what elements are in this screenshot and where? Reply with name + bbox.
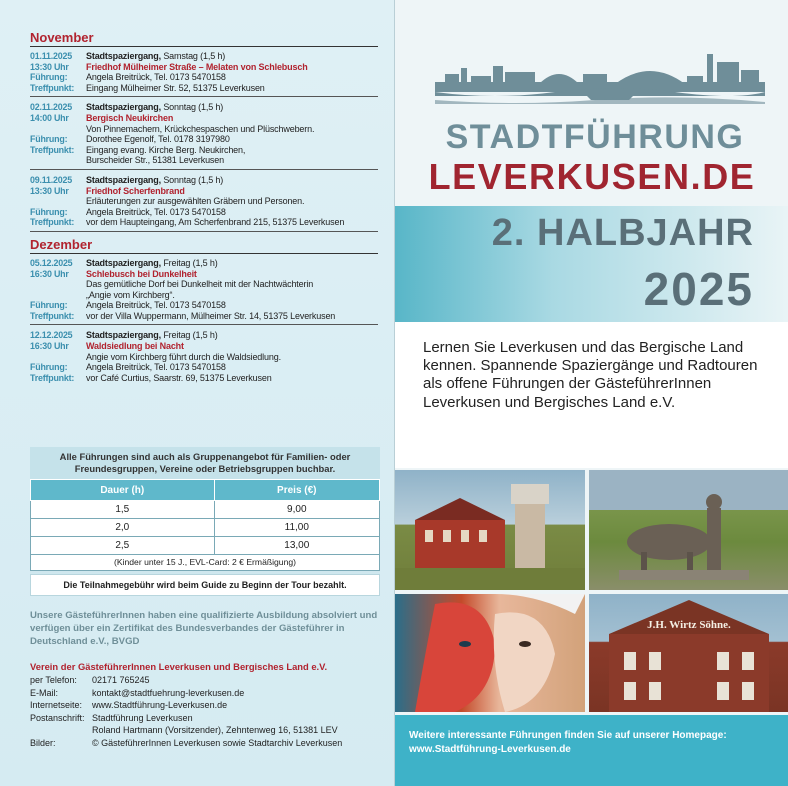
event-type-bold: Stadtspaziergang,: [86, 330, 161, 341]
event-description-row: [30, 352, 378, 363]
spacer: [30, 196, 86, 207]
event-description: „Angie vom Kirchberg“.: [86, 289, 175, 300]
homepage-link[interactable]: www.Stadtführung-Leverkusen.de: [409, 744, 571, 755]
event-meeting-row: [30, 145, 378, 156]
event-type-bold: Stadtspaziergang,: [86, 257, 161, 268]
event-time: 13:30 Uhr: [30, 61, 69, 72]
event-meeting-row: [30, 155, 378, 166]
event-guide: Angela Breitrück, Tel. 0173 5470158: [86, 300, 226, 311]
event-type: [86, 175, 378, 186]
verein-label: [30, 724, 92, 737]
event-description-row: [30, 290, 378, 301]
event-meeting-point: vor dem Haupteingang, Am Scherfenbrand 215, 51375 Leverkusen: [86, 217, 345, 228]
event-description-row: [30, 124, 378, 135]
event-entry: [30, 328, 378, 386]
event-guide: Dorothee Egenolf, Tel. 0178 3197980: [86, 134, 230, 145]
meeting-label: Treffpunkt:: [30, 372, 75, 383]
photo-mural-faces: [395, 594, 585, 712]
event-entry: [30, 173, 378, 232]
event-duration: Samstag (1,5 h): [160, 51, 226, 61]
brand-line-1: STADTFÜHRUNG: [445, 118, 745, 156]
event-entry: [30, 49, 378, 97]
event-title-row: [30, 341, 378, 352]
event-description-row: [30, 279, 378, 290]
event-title: Schlebusch bei Dunkelheit: [86, 268, 197, 279]
event-meeting-point: Eingang evang. Kirche Berg. Neukirchen,: [86, 144, 246, 155]
guide-label: Führung:: [30, 206, 68, 217]
verein-label: per Telefon:: [30, 675, 77, 685]
verein-label: E-Mail:: [30, 687, 59, 698]
meeting-label: Treffpunkt:: [30, 310, 75, 321]
guide-label: Führung:: [30, 134, 68, 145]
event-time: 16:30 Uhr: [30, 341, 69, 352]
event-duration: Sonntag (1,5 h): [160, 174, 224, 185]
event-date: 02.11.2025: [30, 102, 72, 113]
guide-label: Führung:: [30, 300, 68, 311]
guide-label: Führung:: [30, 362, 68, 373]
event-title-row: [30, 186, 378, 197]
event-title-row: [30, 113, 378, 124]
price-duration: 1,5: [31, 501, 215, 519]
events-list: [30, 28, 378, 386]
event-description: Erläuterungen zur ausgewählten Gräbern und Personen.: [86, 196, 305, 207]
price-note: (Kinder unter 15 J., EVL-Card: 2 € Ermäßigung): [30, 555, 380, 571]
event-guide-row: [30, 134, 378, 145]
price-box: [30, 447, 380, 596]
halbjahr-title: 2. HALBJAHR: [491, 212, 754, 254]
event-description: Angie vom Kirchberg führt durch die Waldsiedlung.: [86, 351, 281, 362]
verein-label: Internetseite:: [30, 700, 83, 711]
meeting-label: Treffpunkt:: [30, 82, 75, 93]
event-meeting-row: [30, 373, 378, 384]
price-duration: 2,0: [31, 519, 215, 537]
event-meeting-point: Burscheider Str., 51381 Leverkusen: [86, 155, 224, 166]
cover-panel: [394, 0, 788, 786]
event-title: Bergisch Neukirchen: [86, 112, 174, 123]
verein-row: [30, 724, 380, 737]
event-title: Friedhof Mülheimer Straße – Melaten von Schlebusch: [86, 61, 308, 72]
event-meeting-row: [30, 217, 378, 228]
event-duration: Sonntag (1,5 h): [160, 102, 224, 113]
event-type-bold: Stadtspaziergang,: [86, 174, 161, 185]
event-type-bold: Stadtspaziergang,: [86, 51, 161, 61]
event-date-row: [30, 258, 378, 269]
price-value: 9,00: [214, 501, 379, 519]
brand-line-2: LEVERKUSEN.DE: [428, 156, 756, 197]
event-time: 14:00 Uhr: [30, 112, 69, 123]
homepage-footer: [395, 715, 788, 786]
price-col-duration: Dauer (h): [31, 480, 215, 501]
price-row: [31, 519, 380, 537]
event-entry: [30, 100, 378, 170]
event-type: [86, 51, 378, 62]
event-description: Das gemütliche Dorf bei Dunkelheit mit der Nachtwächterin: [86, 279, 314, 290]
guide-label: Führung:: [30, 72, 68, 83]
event-guide: Angela Breitrück, Tel. 0173 5470158: [86, 206, 226, 217]
price-footer: Die Teilnahmegebühr wird beim Guide zu Beginn der Tour bezahlt.: [30, 574, 380, 596]
intro-text: Lernen Sie Leverkusen und das Bergische Land kennen. Spannende Spaziergänge und Radtouren als offene Führungen der GästeführerInnen Leverkusen und Bergisches Land e.V.: [395, 322, 788, 468]
event-type: [86, 258, 378, 269]
verein-row: [30, 687, 380, 700]
verein-label: Postanschrift:: [30, 712, 85, 723]
verein-value: Roland Hartmann (Vorsitzender), Zehntenweg 16, 51381 LEV: [92, 725, 338, 736]
event-title-row: [30, 269, 378, 280]
verein-row: [30, 737, 380, 750]
event-guide: Angela Breitrück, Tel. 0173 5470158: [86, 362, 226, 373]
spacer: [30, 352, 86, 363]
verein-value: 02171 765245: [92, 675, 150, 685]
price-duration: 2,5: [31, 537, 215, 555]
event-meeting-point: Eingang Mülheimer Str. 52, 51375 Leverkusen: [86, 82, 265, 93]
photo-water-tower: [395, 470, 585, 590]
event-description: Von Pinnemachern, Krückchespaschen und Plüschwebern.: [86, 123, 315, 134]
qualification-text: Unsere GästeführerInnen haben eine qualifizierte Ausbildung absolviert und verfügen über ein Zertifikat des Bundesverbandes der Gästeführer in Deutschland e.V., BVGD: [30, 610, 378, 647]
price-row: [31, 537, 380, 555]
event-description-row: [30, 196, 378, 207]
event-type: [86, 102, 378, 113]
verein-title: Verein der GästeführerInnen Leverkusen und Bergisches Land e.V.: [30, 661, 328, 672]
spacer: [30, 124, 86, 135]
price-heading: Alle Führungen sind auch als Gruppenangebot für Familien- oder Freundesgruppen, Vereine oder Betriebsgruppen buchbar.: [30, 447, 380, 479]
event-time: 16:30 Uhr: [30, 268, 69, 279]
price-value: 13,00: [214, 537, 379, 555]
event-meeting-point: vor Café Curtius, Saarstr. 69, 51375 Leverkusen: [86, 372, 272, 383]
event-title: Friedhof Scherfenbrand: [86, 185, 185, 196]
price-table: [30, 479, 380, 555]
event-date-row: [30, 51, 378, 62]
event-type-bold: Stadtspaziergang,: [86, 102, 161, 113]
verein-value: © GästeführerInnen Leverkusen sowie Stadtarchiv Leverkusen: [92, 737, 343, 748]
spacer: [30, 290, 86, 301]
event-date-row: [30, 330, 378, 341]
event-guide-row: [30, 300, 378, 311]
city-skyline-graphic: [435, 48, 765, 108]
event-date-row: [30, 102, 378, 113]
event-date: 12.12.2025: [30, 330, 73, 341]
month-heading: November: [30, 28, 378, 47]
verein-label: Bilder:: [30, 737, 56, 748]
event-meeting-point: vor der Villa Wuppermann, Mülheimer Str. 14, 51375 Leverkusen: [86, 310, 336, 321]
event-guide: Angela Breitrück, Tel. 0173 5470158: [86, 72, 226, 83]
price-col-price: Preis (€): [214, 480, 379, 501]
event-date-row: [30, 175, 378, 186]
event-guide-row: [30, 207, 378, 218]
verein-row: [30, 712, 380, 725]
meeting-label: Treffpunkt:: [30, 217, 75, 228]
verein-row: [30, 674, 380, 687]
event-entry: [30, 256, 378, 326]
event-date: 05.12.2025: [30, 257, 73, 268]
verein-row: [30, 699, 380, 712]
event-date: 09.11.2025: [30, 174, 72, 185]
wirtz-sign: J.H. Wirtz Söhne.: [647, 619, 731, 631]
event-time: 13:30 Uhr: [30, 185, 69, 196]
footer-text: Weitere interessante Führungen finden Sie auf unserer Homepage:: [409, 730, 727, 741]
event-meeting-row: [30, 83, 378, 94]
price-value: 11,00: [214, 519, 379, 537]
event-duration: Freitag (1,5 h): [160, 330, 218, 341]
month-heading: Dezember: [30, 235, 378, 254]
event-guide-row: [30, 362, 378, 373]
verein-value[interactable]: www.Stadtführung-Leverkusen.de: [92, 700, 228, 711]
verein-value: Stadtführung Leverkusen: [92, 712, 193, 723]
photo-cow-sculpture: [589, 470, 788, 590]
event-date: 01.11.2025: [30, 51, 72, 61]
meeting-label: Treffpunkt:: [30, 144, 75, 155]
verein-contact: [30, 661, 380, 750]
event-meeting-row: [30, 311, 378, 322]
price-row: [31, 501, 380, 519]
event-type: [86, 330, 378, 341]
event-duration: Freitag (1,5 h): [160, 257, 218, 268]
year-title: 2025: [643, 263, 754, 315]
event-title-row: [30, 62, 378, 73]
meeting-label: [30, 155, 86, 166]
spacer: [30, 279, 86, 290]
event-title: Waldsiedlung bei Nacht: [86, 341, 184, 352]
event-guide-row: [30, 72, 378, 83]
verein-value[interactable]: kontakt@stadtfuehrung-leverkusen.de: [92, 687, 245, 698]
photo-wirtz-building: [589, 594, 788, 712]
